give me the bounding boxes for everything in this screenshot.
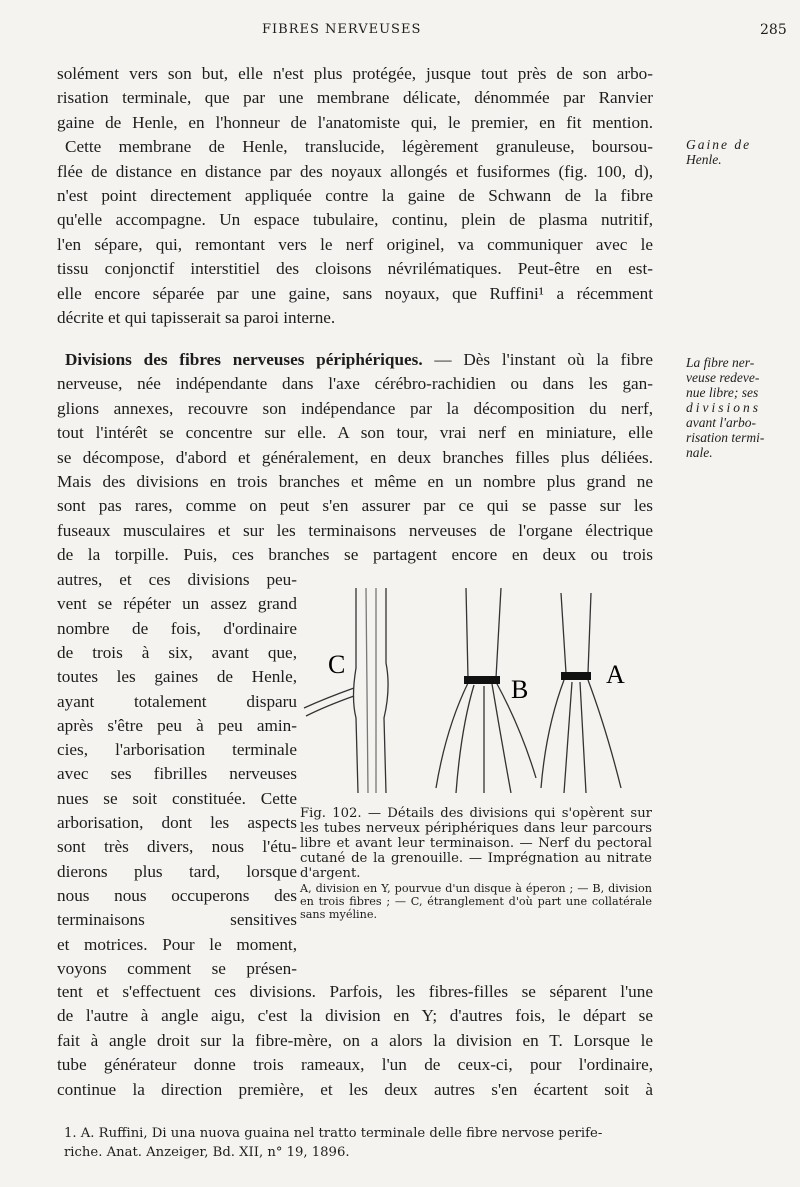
footnote-line: riche. Anat. Anzeiger, Bd. XII, n° 19, 1896. xyxy=(64,1145,350,1160)
text-line: et motrices. Pour le moment, xyxy=(57,934,297,954)
text-line: tout l'intérêt se concentre sur elle. A son tour, vrai nerf en miniature, elle xyxy=(57,423,653,443)
text-line: sont très divers, nous l'étu- xyxy=(57,837,297,857)
text-line: sont pas rares, comme on peut s'en assurer par ce qui se passe sur les xyxy=(57,496,653,516)
text-line: ayant totalement disparu xyxy=(57,691,297,711)
margin-note-line: nue libre; ses xyxy=(686,385,759,400)
text-line: nous nous occuperons des xyxy=(57,885,297,905)
text-line: l'en sépare, qui, remontant vers le nerf originel, va communiquer avec le xyxy=(57,234,653,254)
margin-note-line: risation termi- xyxy=(686,430,765,445)
text-line: elle encore séparée par une gaine, sans noyaux, que Ruffini¹ a récemment xyxy=(57,283,653,303)
margin-note-line: nale. xyxy=(686,445,713,460)
text-line: flée de distance en distance par des noyaux allongés et fusiformes (fig. 100, d), xyxy=(57,161,653,181)
label-b: B xyxy=(511,675,529,704)
text-line: continue la direction première, et les deux autres s'en écartent soit à xyxy=(57,1079,653,1099)
text-line: nombre de fois, d'ordinaire xyxy=(57,618,297,638)
text-line: glions annexes, recouvre son indépendance par la décomposition du nerf, xyxy=(57,398,653,418)
margin-note-gaine xyxy=(686,137,796,167)
text-line: de trois à six, avant que, xyxy=(57,642,297,662)
margin-note-line: Henle. xyxy=(686,152,722,167)
text-line: fuseaux musculaires et sur les terminaisons nerveuses de l'organe électrique xyxy=(57,520,653,540)
figure-caption: Fig. 102. — Détails des divisions qui s'opèrent sur les tubes nerveux périphériques dans leur parcours libre et avant leur terminaison. — Nerf du pectoral cutané de la grenouille. — Imprégnation au nitrate d'argent. xyxy=(300,806,652,881)
text-line: avec ses fibrilles nerveuses xyxy=(57,764,297,784)
text-line: vent se répéter un assez grand xyxy=(57,594,297,614)
figure-nerve-divisions xyxy=(296,588,656,793)
section-first-line xyxy=(57,350,653,370)
text-line: Mais des divisions en trois branches et même en un nombre plus grand ne xyxy=(57,472,653,491)
disc-mark-b xyxy=(464,676,500,684)
text-line: de la torpille. Puis, ces branches se partagent encore en deux ou trois xyxy=(57,545,653,565)
text-line: Cette membrane de Henle, translucide, légèrement granuleuse, boursou- xyxy=(65,137,653,157)
text-line: arborisation, dont les aspects xyxy=(57,813,297,832)
margin-note-fibre xyxy=(686,355,796,460)
footnote-line: 1. A. Ruffini, Di una nuova guaina nel tratto terminale delle fibre nervose perife- xyxy=(64,1126,603,1141)
label-c: C xyxy=(328,650,346,679)
text-line: toutes les gaines de Henle, xyxy=(57,667,297,687)
text-line: tube générateur donne trois rameaux, l'un de ceux-ci, pour l'ordinaire, xyxy=(57,1055,653,1075)
text-line: risation terminale, que par une membrane délicate, dénommée par Ranvier xyxy=(57,88,653,108)
text-line: terminaisons sensitives xyxy=(57,910,297,930)
margin-note-line: avant l'arbo- xyxy=(686,415,757,430)
margin-note-line: veuse redeve- xyxy=(686,370,760,385)
figure-legend: A, division en Y, pourvue d'un disque à éperon ; — B, division en trois fibres ; — C, étranglement d'où part une collatérale sans myéline. xyxy=(300,882,652,921)
text-line: — Dès l'instant où la fibre xyxy=(422,350,653,369)
text-line: tissu conjonctif interstitiel des cloisons névrilématiques. Peut-être en est- xyxy=(57,259,653,279)
margin-note-line: divisions xyxy=(686,400,762,415)
text-line: tent et s'effectuent ces divisions. Parfois, les fibres-filles se séparent l'une xyxy=(57,982,653,1001)
text-line: qu'elle accompagne. Un espace tubulaire, continu, plein de plasma nutritif, xyxy=(57,210,653,230)
text-line: nues se soit constituée. Cette xyxy=(57,788,297,808)
section-heading: Divisions des fibres nerveuses périphériques. xyxy=(65,350,423,369)
text-line: cies, l'arborisation terminale xyxy=(57,740,297,760)
margin-note-line: Gaine de xyxy=(686,137,752,152)
text-line: gaine de Henle, en l'honneur de l'anatomiste qui, le premier, en fit mention. xyxy=(57,112,653,132)
text-line: voyons comment se présen- xyxy=(57,958,297,978)
text-line: solément vers son but, elle n'est plus protégée, jusque tout près de son arbo- xyxy=(57,64,653,83)
footnote xyxy=(64,1124,664,1162)
text-line: fait à angle droit sur la fibre-mère, on a alors la division en T. Lorsque le xyxy=(57,1030,653,1050)
text-line: nerveuse, née indépendante dans l'axe cérébro-rachidien ou dans les gan- xyxy=(57,374,653,394)
text-line: dierons plus tard, lorsque xyxy=(57,861,297,881)
label-a: A xyxy=(606,660,625,689)
page-number: 285 xyxy=(760,22,787,38)
margin-note-line: La fibre ner- xyxy=(686,355,755,370)
text-line: n'est point directement appliquée contre la gaine de Schwann de la fibre xyxy=(57,186,653,205)
running-header: FIBRES NERVEUSES xyxy=(262,22,422,37)
text-line: autres, et ces divisions peu- xyxy=(57,570,297,589)
text-line: après s'être peu à peu amin- xyxy=(57,715,297,735)
text-line: de l'autre à angle aigu, c'est la division en Y; d'autres fois, le départ se xyxy=(57,1006,653,1026)
text-line: se décompose, d'abord et généralement, en deux branches filles plus déliées. xyxy=(57,447,653,467)
disc-mark-a xyxy=(561,672,591,680)
text-line: décrite et qui tapisserait sa paroi interne. xyxy=(57,308,336,327)
